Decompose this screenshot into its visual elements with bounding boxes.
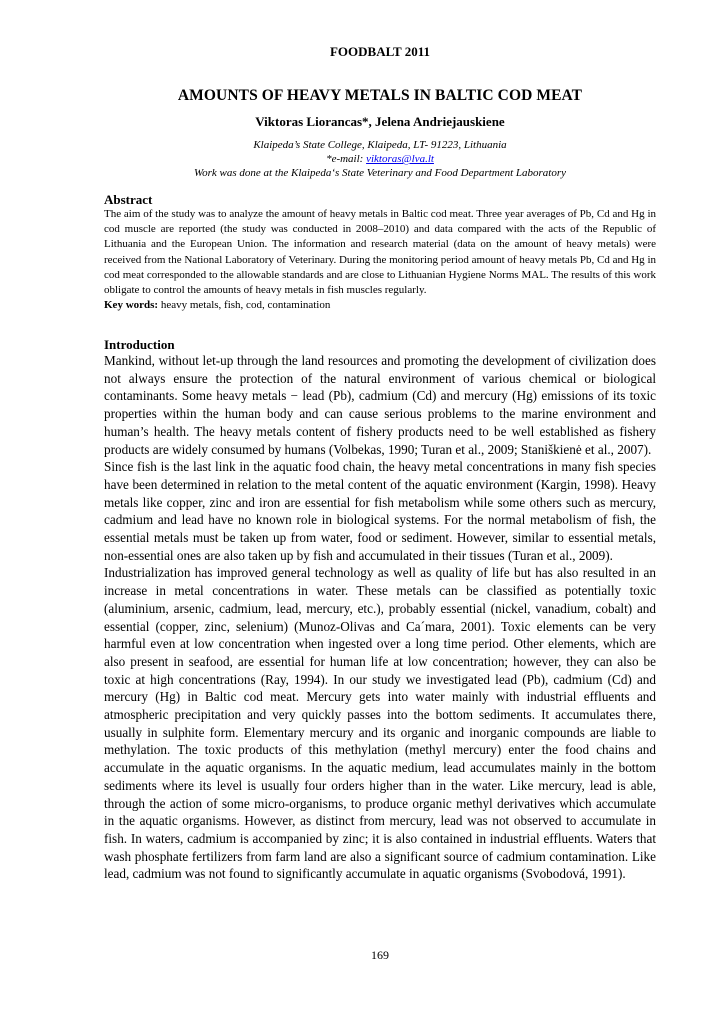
abstract-heading: Abstract xyxy=(104,192,153,207)
introduction-heading: Introduction xyxy=(104,337,175,352)
work-note: Work was done at the Klaipeda‘s State Veterinary and Food Department Laboratory xyxy=(193,167,567,179)
paper-authors: Viktoras Liorancas*, Jelena Andriejauskiene xyxy=(255,114,505,129)
intro-paragraph: Industrialization has improved general technology as well as quality of life but has also resulted in an increase in metal concentrations in water. These metals can be classified as potentially toxic (aluminium, arsenic, cadmium, lead, mercury, etc.), probably essential (nickel, vanadium, cobalt) and essential (copper, zinc, selenium) (Munoz-Olivas and Ca´mara, 2001). Toxic elements can be very harmful even at low concentration when ingested over a long time period. Other elements, which are also present in seafood, are essential for human life at low concentration; however, they can also be toxic at high concentrations (Ray, 1994). In our study we investigated lead (Pb), cadmium (Cd) and mercury (Hg) in Baltic cod meat. Mercury gets into water mainly with industrial effluents and atmospheric precipitation and very quickly passes into the bottom sediments. It accumulates there, usually in sulphite form. Elementary mercury and its organic and inorganic compounds are liable to methylation. The toxic products of this methylation (methyl mercury) enter the food chains and accumulate in the aquatic organisms. In the aquatic medium, lead accumulates mainly in the bottom sediments where its level is usually four orders higher than in the water. Like mercury, lead is able, through the action of some micro-organisms, to produce organic methyl derivatives which accumulate in the aquatic organisms. However, as distinct from mercury, lead was not observed to accumulate in fish. In waters, cadmium is accompanied by zinc; it is also contained in industrial effluents. Waters that wash phosphate fertilizers from farm land are also a significant source of cadmium contamination. Like lead, cadmium was not found to significantly accumulate in aquatic organisms (Svobodová, 1991). xyxy=(104,565,656,882)
email-line xyxy=(104,152,656,166)
page-number: 169 xyxy=(371,948,389,962)
email-link[interactable]: viktoras@lva.lt xyxy=(366,153,434,165)
email-prefix: *e-mail: xyxy=(326,153,367,165)
abstract-text: The aim of the study was to analyze the amount of heavy metals in Baltic cod meat. Three year averages of Pb, Cd and Hg in cod muscle are reported (the study was conducted in 2008–2010) and data compared with the acts of the Republic of Lithuania and the European Union. The information and research material (data on the amount of heavy metals) were received from the National Laboratory of Veterinary. During the monitoring period amount of heavy metals Pb, Cd and Hg in cod meat corresponded to the allowable standards and are close to Lithuanian Hygiene Norms MAL. The results of this work obligate to control the amounts of heavy metals in fish muscles regularly. xyxy=(104,208,656,297)
keywords-label: Key words: xyxy=(104,299,159,312)
introduction-body xyxy=(104,352,656,883)
affiliation-block xyxy=(104,138,656,180)
intro-paragraph: Since fish is the last link in the aquatic food chain, the heavy metal concentrations in many fish species have been determined in relation to the metal content of the aquatic environment (Kargin, 1998). Heavy metals like copper, zinc and iron are essential for fish metabolism while some others such as mercury, cadmium and lead have no known role in biological systems. For the normal metabolism of fish, the essential metals must be taken up from water, food or sediment. However, similar to essential metals, non-essential ones are also taken up by fish and accumulated in their tissues (Turan et al., 2009). xyxy=(104,459,656,563)
keywords-text: heavy metals, fish, cod, contamination xyxy=(158,299,331,312)
affiliation-line: Klaipeda’s State College, Klaipeda, LT- 91223, Lithuania xyxy=(253,139,507,151)
intro-paragraph: Mankind, without let-up through the land resources and promoting the development of civilization does not always ensure the protection of the natural environment of various chemical or biological contaminants. Some heavy metals − lead (Pb), cadmium (Cd) and mercury (Hg) emissions of its toxic properties within the human body and can cause serious problems to the marine environment and human’s health. The heavy metals content of fishery products need to be well established as fishery products are widely consumed by humans (Volbekas, 1990; Turan et al., 2009; Staniškienė et al., 2007). xyxy=(104,353,656,457)
abstract-body xyxy=(104,207,656,313)
conference-header: FOODBALT 2011 xyxy=(329,44,431,59)
paper-title: AMOUNTS OF HEAVY METALS IN BALTIC COD MEAT xyxy=(177,87,583,104)
keywords-line xyxy=(104,298,656,313)
